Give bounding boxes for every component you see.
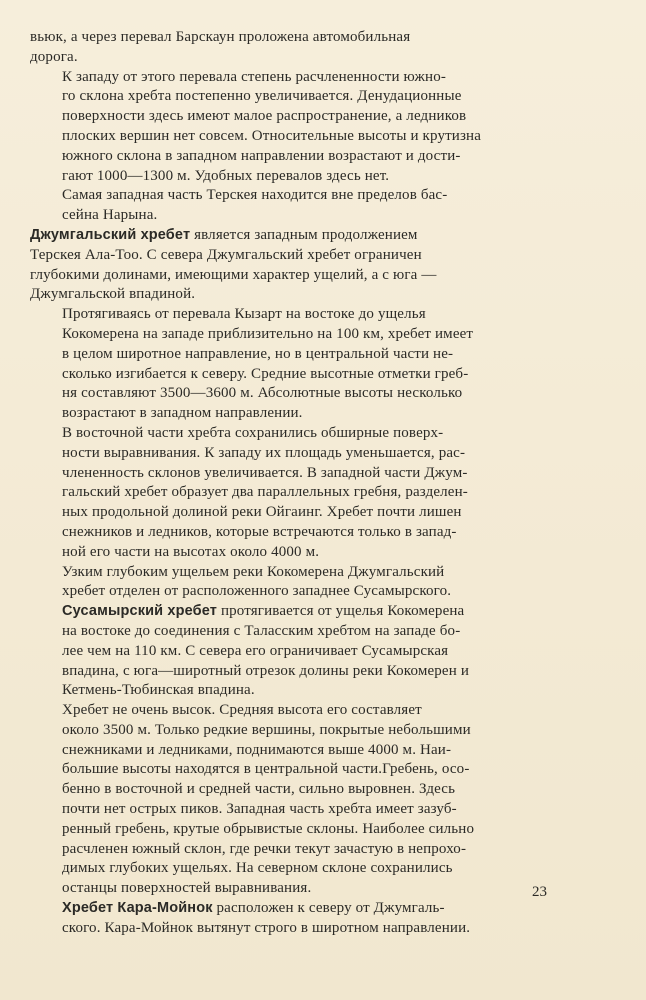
page-number: 23: [532, 884, 547, 900]
line-text: снежников и ледников, которые встречаются только в запад-: [62, 523, 457, 540]
line-text: на востоке до соединения с Таласским хребтом на западе бо-: [62, 622, 461, 639]
text-line: [30, 919, 560, 939]
ridge-name-term: Джумгальский хребет: [30, 226, 191, 243]
line-text: около 3500 м. Только редкие вершины, покрытые небольшими: [62, 721, 471, 738]
line-text: хребет отделен от расположенного западнее Сусамырского.: [62, 583, 452, 600]
line-text: поверхности здесь имеют малое распространение, а ледников: [62, 108, 467, 125]
paragraph: [30, 701, 560, 899]
line-text: члененность склонов увеличивается. В западной части Джум-: [62, 464, 468, 481]
text-line: [30, 28, 560, 48]
text-line: [30, 365, 560, 385]
text-line: [30, 147, 560, 167]
line-text: Протягиваясь от перевала Кызарт на востоке до ущелья: [62, 306, 426, 323]
line-text: дорога.: [30, 48, 78, 65]
text-line: [30, 563, 560, 583]
line-text: Кокомерена на западе приблизительно на 100 км, хребет имеет: [62, 325, 474, 342]
text-line: [30, 859, 560, 879]
line-text: снежниками и ледниками, поднимаются выше 4000 м. Наи-: [62, 741, 452, 758]
line-text: в целом широтное направление, но в центральной части не-: [62, 345, 454, 362]
text-line: [30, 780, 560, 800]
text-line: [30, 602, 560, 622]
text-line: [30, 384, 560, 404]
text-line: [30, 325, 560, 345]
text-line: [30, 48, 560, 68]
line-text: ности выравнивания. К западу их площадь уменьшается, рас-: [62, 444, 466, 461]
paragraph: [30, 424, 560, 563]
paragraph: [30, 305, 560, 424]
text-line: [30, 741, 560, 761]
text-line: [30, 582, 560, 602]
line-text: Джумгальской впадиной.: [30, 286, 196, 303]
line-text: димых глубоких ущельях. На северном склоне сохранились: [62, 860, 453, 877]
paragraph: [30, 68, 560, 187]
line-text: сейна Нарына.: [62, 207, 158, 224]
line-text: возрастают в западном направлении.: [62, 405, 303, 422]
text-line: [30, 186, 560, 206]
text-line: [30, 523, 560, 543]
text-line: [30, 543, 560, 563]
line-text: гают 1000—1300 м. Удобных перевалов здесь нет.: [62, 167, 390, 184]
line-text: лее чем на 110 км. С севера его ограничивает Сусамырская: [62, 642, 449, 659]
text-line: [30, 285, 560, 305]
text-line: [30, 167, 560, 187]
line-text: глубокими долинами, имеющими характер ущелий, а с юга —: [30, 266, 437, 283]
text-line: [30, 424, 560, 444]
line-text: Кетмень-Тюбинская впадина.: [62, 682, 255, 699]
line-text: южного склона в западном направлении возрастают и дости-: [62, 147, 461, 164]
line-text: го склона хребта постепенно увеличивается. Денудационные: [62, 88, 462, 105]
text-line: [30, 622, 560, 642]
paragraph: [30, 602, 560, 701]
text-line: [30, 464, 560, 484]
text-line: [30, 266, 560, 286]
line-text: останцы поверхностей выравнивания.: [62, 880, 312, 897]
text-line: [30, 760, 560, 780]
line-text: Самая западная часть Терскея находится вне пределов бас-: [62, 187, 448, 204]
text-line: [30, 404, 560, 424]
text-line: [30, 206, 560, 226]
line-text: почти нет острых пиков. Западная часть хребта имеет зазуб-: [62, 801, 457, 818]
paragraph: [30, 563, 560, 603]
text-line: [30, 107, 560, 127]
text-line: [30, 483, 560, 503]
paragraph: [30, 899, 560, 939]
line-text: Терскея Ала-Тоо. С севера Джумгальский хребет ограничен: [30, 246, 422, 263]
line-text: Хребет не очень высок. Средняя высота его составляет: [62, 702, 422, 719]
line-text: бенно в восточной и средней части, сильно выровнен. Здесь: [62, 781, 456, 798]
text-line: [30, 701, 560, 721]
text-line: [30, 345, 560, 365]
text-line: [30, 68, 560, 88]
line-text: гальский хребет образует два параллельных гребня, разделен-: [62, 484, 468, 501]
text-line: [30, 444, 560, 464]
line-text: плоских вершин нет совсем. Относительные высоты и крутизна: [62, 127, 482, 144]
line-text: расчленен южный склон, где речки текут зачастую в непрохо-: [62, 840, 467, 857]
line-text: большие высоты находятся в центральной части.Гребень, осо-: [62, 761, 470, 778]
ridge-name-term: Хребет Кара-Мойнок: [62, 900, 213, 917]
text-line: [30, 840, 560, 860]
text-line: [30, 820, 560, 840]
text-line: [30, 681, 560, 701]
text-line: [30, 642, 560, 662]
line-text: Узким глубоким ущельем реки Кокомерена Джумгальский: [62, 563, 445, 580]
text-line: [30, 721, 560, 741]
line-text: впадина, с юга—широтный отрезок долины реки Кокомерен и: [62, 662, 469, 679]
text-line: [30, 662, 560, 682]
text-line: [30, 246, 560, 266]
line-text: протягивается от ущелья Кокомерена: [217, 603, 465, 620]
line-text: ной его части на высотах около 4000 м.: [62, 543, 320, 560]
line-text: К западу от этого перевала степень расчлененности южно-: [62, 68, 446, 85]
line-text: ского. Кара-Мойнок вытянут строго в широтном направлении.: [62, 919, 471, 936]
line-text: ня составляют 3500—3600 м. Абсолютные высоты несколько: [62, 385, 463, 402]
text-line: [30, 226, 560, 246]
text-line: [30, 305, 560, 325]
page-body-text: [30, 28, 560, 939]
text-line: [30, 879, 560, 899]
line-text: является западным продолжением: [190, 226, 418, 243]
paragraph: [30, 186, 560, 226]
line-text: ренный гребень, крутые обрывистые склоны. Наиболее сильно: [62, 820, 475, 837]
line-text: сколько изгибается к северу. Средние высотные отметки греб-: [62, 365, 469, 382]
text-line: [30, 127, 560, 147]
line-text: вьюк, а через перевал Барскаун проложена автомобильная: [30, 29, 411, 45]
paragraph: [30, 28, 560, 68]
paragraph: [30, 226, 560, 305]
line-text: В восточной части хребта сохранились обширные поверх-: [62, 424, 444, 441]
text-line: [30, 503, 560, 523]
text-line: [30, 87, 560, 107]
line-text: расположен к северу от Джумгаль-: [212, 900, 445, 917]
line-text: ных продольной долиной реки Ойгаинг. Хребет почти лишен: [62, 504, 462, 521]
text-line: [30, 800, 560, 820]
text-line: [30, 899, 560, 919]
ridge-name-term: Сусамырский хребет: [62, 603, 218, 620]
